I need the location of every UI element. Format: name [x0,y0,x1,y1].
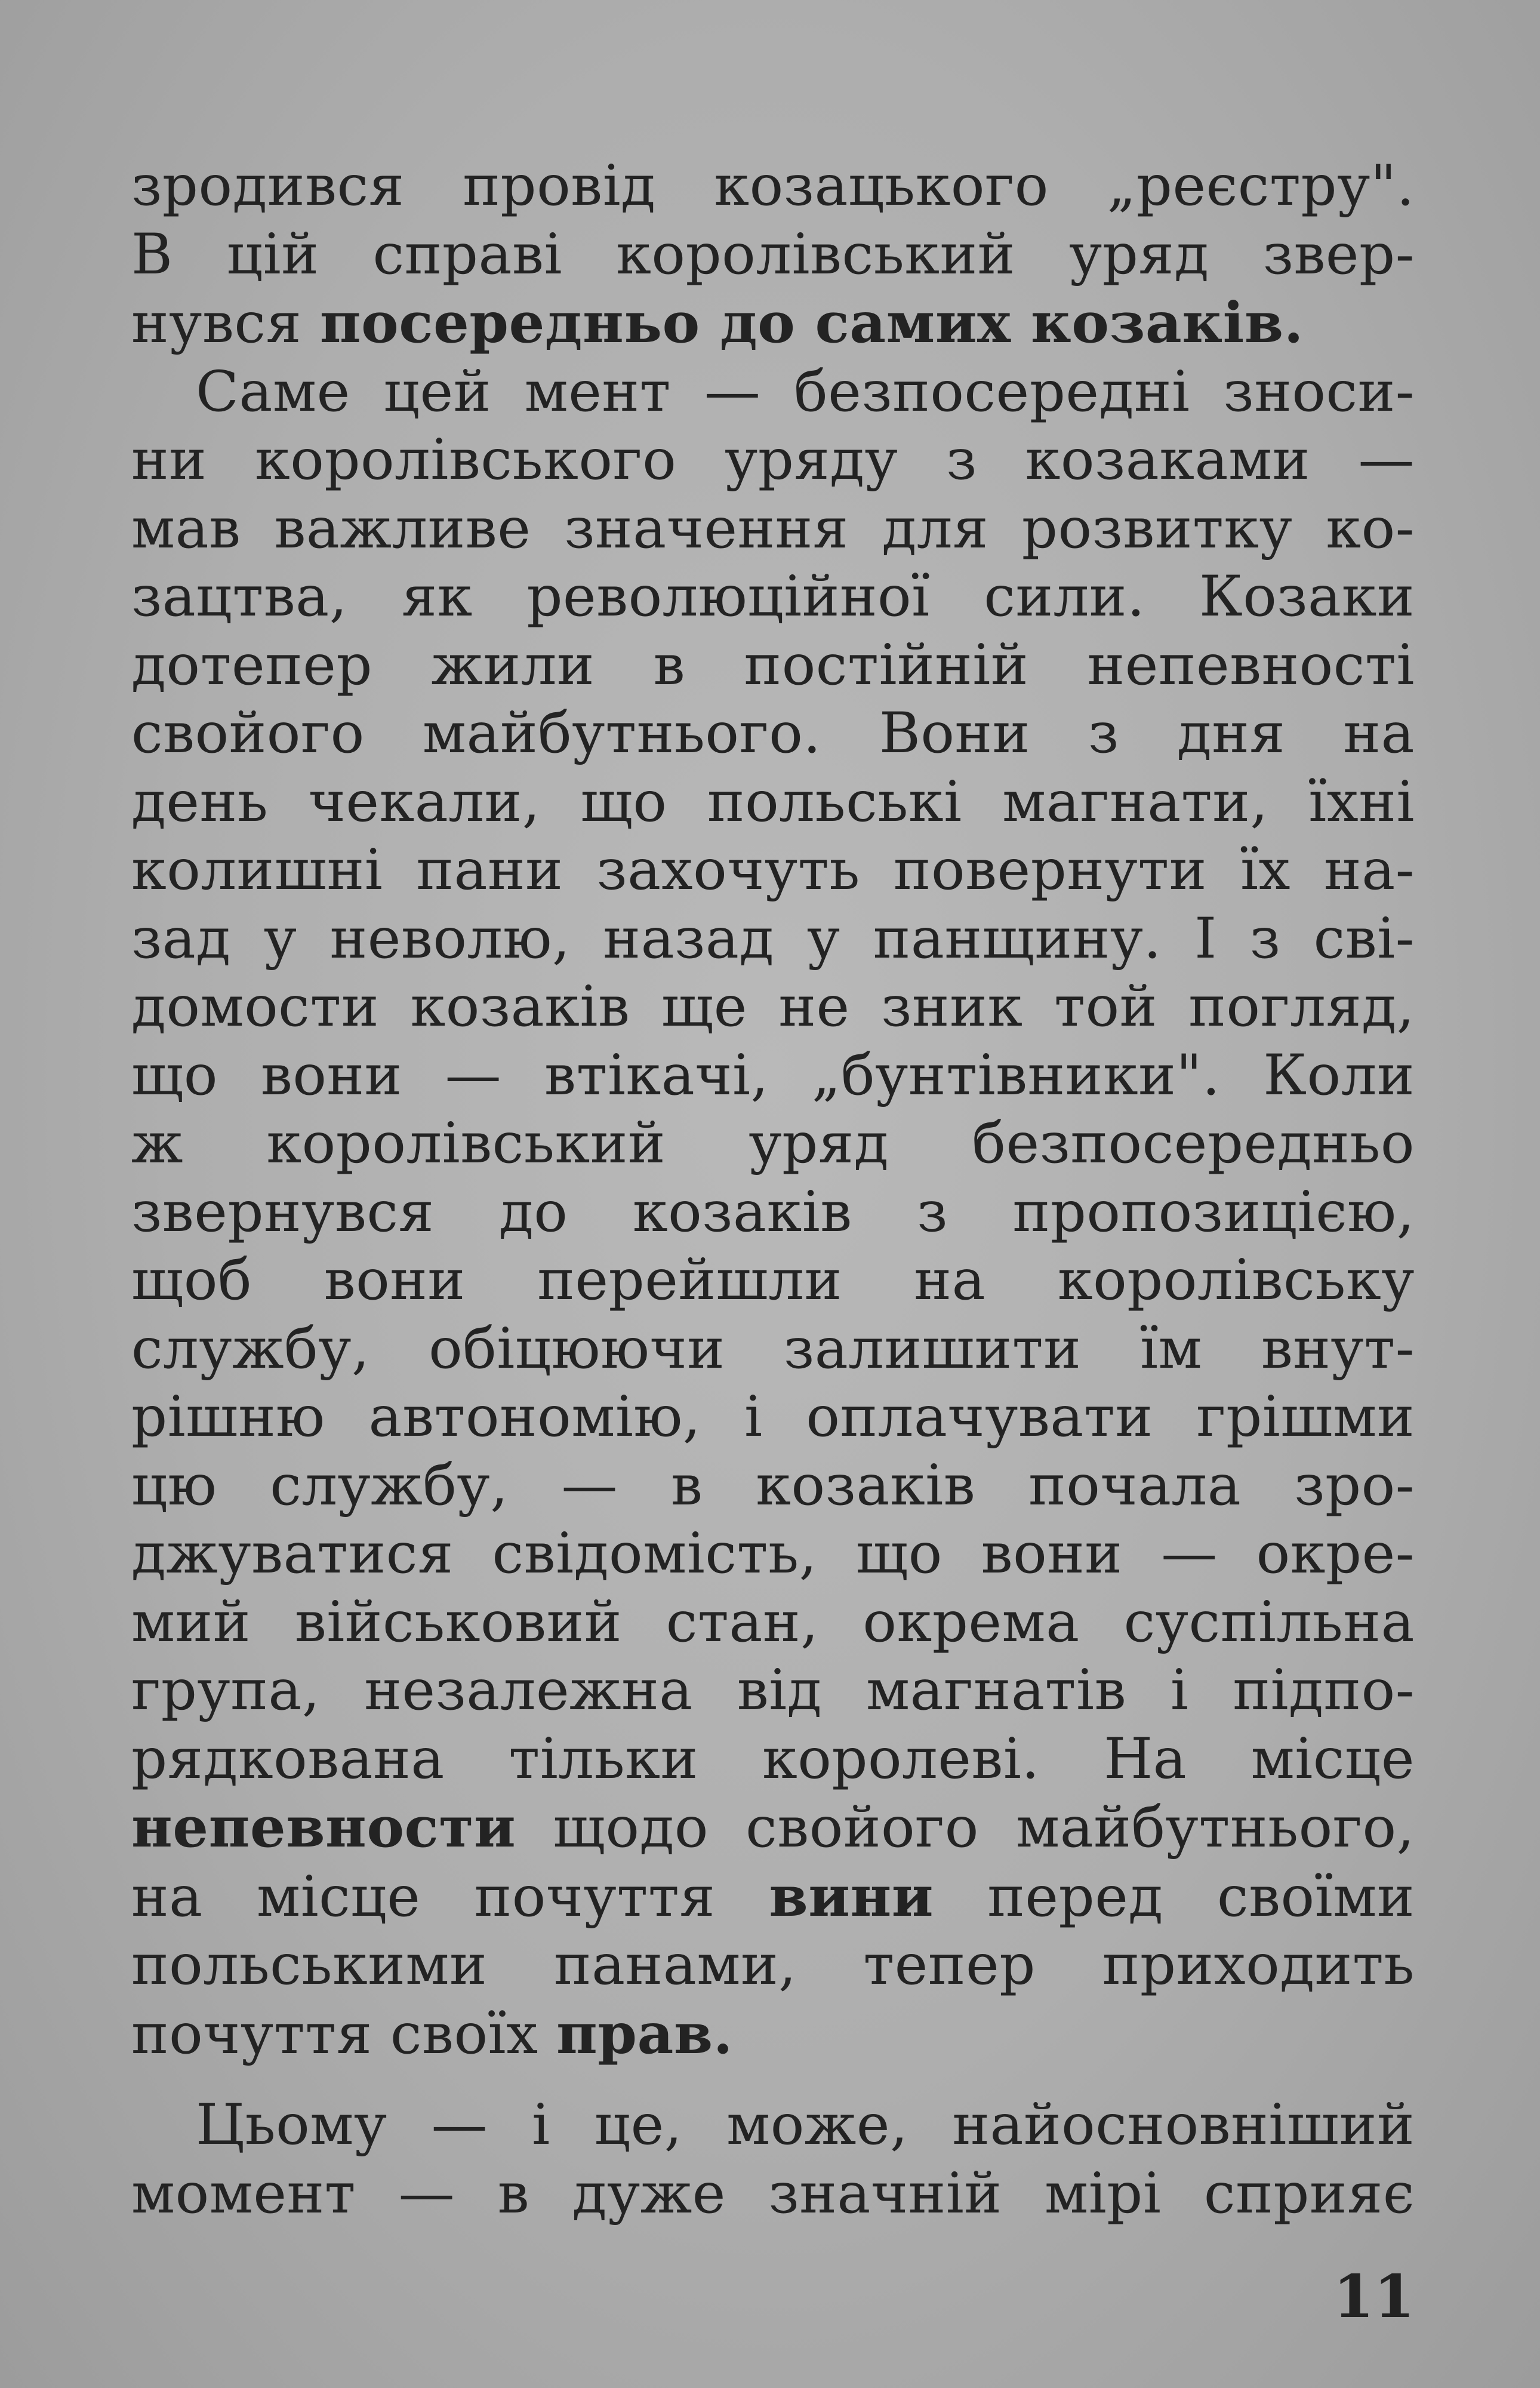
text-run: рішню автономію, і оплачувати грішми [131,1384,1415,1450]
text-run: мий військовий стан, окрема суспільна [131,1589,1415,1655]
text-run: день чекали, що польські магнати, їхні [131,769,1415,835]
text-run: щодо свойого майбутнього, [516,1795,1415,1860]
text-line [131,1110,1415,1178]
text-line [131,905,1415,974]
bold-text-run: непевности [131,1795,516,1860]
text-run: домости козаків ще не зник той погляд, [131,974,1415,1039]
text-line [131,1315,1415,1384]
text-line [131,1520,1415,1589]
text-line [131,495,1415,564]
text-line [131,221,1415,290]
text-run: група, незалежна від магнатів і підпо- [131,1658,1415,1723]
text-run: звернувся до козаків з пропозицією, [131,1179,1415,1245]
text-run: почуття своїх [131,2001,556,2067]
text-run: що вони — втікачі, „бунтівники". Коли [131,1042,1415,1108]
text-run: ни королівського уряду з козаками — [131,427,1415,493]
text-run: нувся [131,291,320,356]
text-run: Саме цей мент — безпосередні зноси- [196,359,1415,424]
text-line [131,973,1415,1042]
text-run: зацтва, як революційної сили. Козаки [131,564,1415,629]
text-run: перед своїми [933,1864,1415,1930]
text-line [131,358,1415,427]
text-run: ж королівський уряд безпосередньо [131,1111,1415,1176]
text-line [131,1247,1415,1315]
text-line [131,1042,1415,1110]
text-line [131,1589,1415,1657]
text-run: момент — в дуже значній мірі сприяє [131,2161,1415,2226]
text-run: Цьому — і це, може, найосновніший [196,2092,1415,2158]
text-line [131,1178,1415,1247]
text-line [131,836,1415,905]
bold-text-run: посередньо до самих козаків. [319,290,1304,356]
text-run: щоб вони перейшли на королівську [131,1248,1415,1313]
text-line [131,1793,1415,1863]
page-body-text [131,152,1415,2228]
text-line [131,1383,1415,1452]
text-line [131,289,1415,358]
text-run: службу, обіцюючи залишити їм внут- [131,1316,1415,1381]
text-line [131,1657,1415,1725]
bold-text-run: прав. [556,2001,733,2067]
text-run: зродився провід козацького „реєстру". [131,153,1415,219]
text-run: зад у неволю, назад у панщину. І з сві- [131,906,1415,971]
text-line [131,152,1415,221]
text-run: мав важливе значення для розвитку ко- [131,496,1415,561]
text-line [131,2091,1415,2160]
text-run: колишні пани захочуть повернути їх на- [131,838,1415,903]
text-run: дотепер жили в постійній непевності [131,632,1415,698]
text-line [131,1452,1415,1521]
text-run: цю службу, — в козаків почала зро- [131,1453,1415,1518]
text-run: джуватися свідомість, що вони — окре- [131,1521,1415,1586]
text-line [131,632,1415,700]
text-run: свойого майбутнього. Вони з дня на [131,701,1415,766]
text-line [131,2000,1415,2069]
text-line [131,426,1415,495]
bold-text-run: вини [769,1863,934,1930]
text-run: польськими панами, тепер приходить [131,1932,1415,1998]
text-run: рядкована тільки королеві. На місце [131,1726,1415,1792]
text-line [131,2160,1415,2229]
text-run: на місце почуття [131,1864,769,1930]
text-line [131,700,1415,768]
text-line [131,563,1415,632]
text-line [131,1863,1415,1932]
text-line [131,1725,1415,1794]
text-run: В цій справі королівський уряд звер- [131,221,1415,287]
text-line [131,1931,1415,2000]
text-line [131,768,1415,837]
page-number: 11 [1333,2263,1415,2331]
